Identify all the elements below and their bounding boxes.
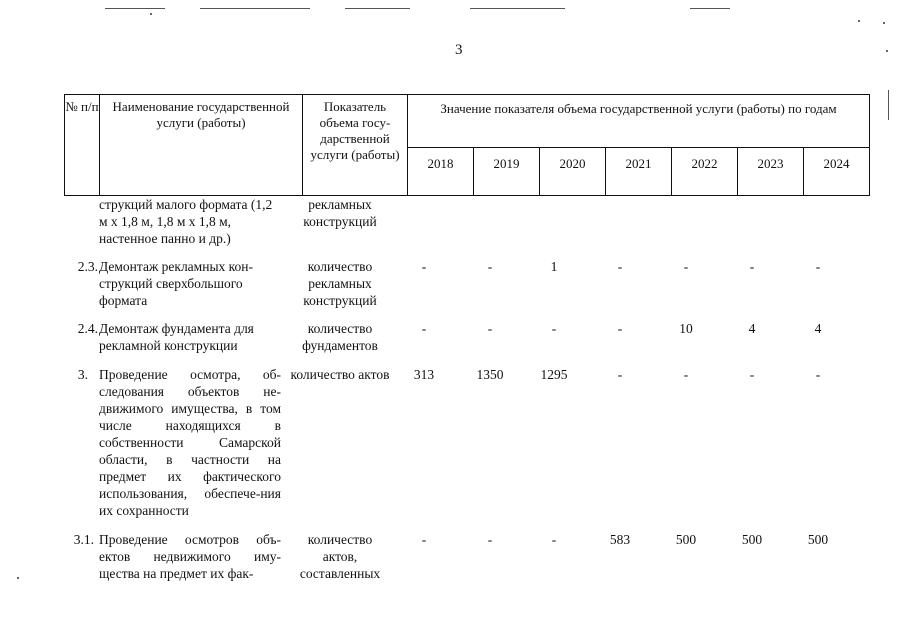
header-year: 2020 [540,148,606,196]
scan-line-1 [105,8,165,9]
service-name: Демонтаж фундамента для рекламной конструкции [99,321,254,353]
value-2023: - [749,367,755,382]
header-col-no: № п/п [65,95,100,196]
table-row [0,196,905,248]
scan-dot-2 [883,22,885,24]
scan-line-4 [470,8,565,9]
header-year: 2022 [672,148,738,196]
value-2020: 1295 [540,367,568,382]
value-2018: - [421,259,427,274]
header-col-indicator: Показатель объема госу-дарственной услуги (работы) [303,95,408,196]
value-2021: - [617,321,623,336]
indicator: количество актов [290,367,390,382]
value-2018: - [421,321,427,336]
header-year: 2024 [804,148,870,196]
value-2024: - [815,259,821,274]
header-year: 2021 [606,148,672,196]
table-row [0,320,905,356]
value-2019: 1350 [476,367,504,382]
value-2019: - [487,259,493,274]
value-2023: 500 [741,532,763,547]
row-number: 2.4. [77,321,98,336]
header-year: 2023 [738,148,804,196]
scan-line-6 [888,90,889,120]
scan-dot-1 [858,20,860,22]
header-col-name: Наименование государственной услуги (работы) [100,95,303,196]
scan-dot-4 [150,13,152,15]
row-number: 3. [77,367,88,382]
row-number: 2.3. [77,259,98,274]
row-number: 3.1. [73,532,94,547]
value-2024: 500 [807,532,829,547]
indicator: рекламных конструкций [303,197,377,229]
scan-line-5 [690,8,730,9]
value-2021: - [617,259,623,274]
value-2023: 4 [748,321,756,336]
value-2019: - [487,532,493,547]
value-2020: 1 [550,259,558,274]
value-2024: 4 [814,321,822,336]
header-year: 2019 [474,148,540,196]
scan-dot-3 [886,50,888,52]
value-2019: - [487,321,493,336]
table-row [0,531,905,583]
header-col-values: Значение показателя объема государственной услуги (работы) по годам [408,95,870,148]
value-2018: 313 [413,367,435,382]
value-2023: - [749,259,755,274]
indicator: количество фундаментов [302,321,378,353]
value-2020: - [551,532,557,547]
scan-line-3 [345,8,410,9]
value-2022: - [683,367,689,382]
scan-line-2 [200,8,310,9]
value-2021: 583 [609,532,631,547]
service-name: струкций малого формата (1,2 м х 1,8 м, 1,8 м х 1,8 м, настенное панно и др.) [99,197,273,246]
table-row [0,258,905,310]
service-name: Демонтаж рекламных кон-струкций сверхбольшого формата [99,259,253,308]
value-2022: - [683,259,689,274]
indicator: количество рекламных конструкций [303,259,377,308]
value-2021: - [617,367,623,382]
service-name: Проведение осмотров объ-ектов недвижимого иму-щества на предмет их фак- [99,532,281,581]
table-header [64,94,870,196]
value-2022: 10 [679,321,693,336]
value-2022: 500 [675,532,697,547]
header-year: 2018 [408,148,474,196]
value-2018: - [421,532,427,547]
value-2020: - [551,321,557,336]
service-name: Проведение осмотра, об-следования объектов не-движимого имущества, в том числе находящихся в собственности Самарской области, в частности на предмет их фактического использования, обеспече-ния их сохранности [99,367,281,518]
indicator: количество актов, составленных [299,532,381,581]
value-2024: - [815,367,821,382]
table-row [0,366,905,520]
page-number: 3 [455,42,463,58]
